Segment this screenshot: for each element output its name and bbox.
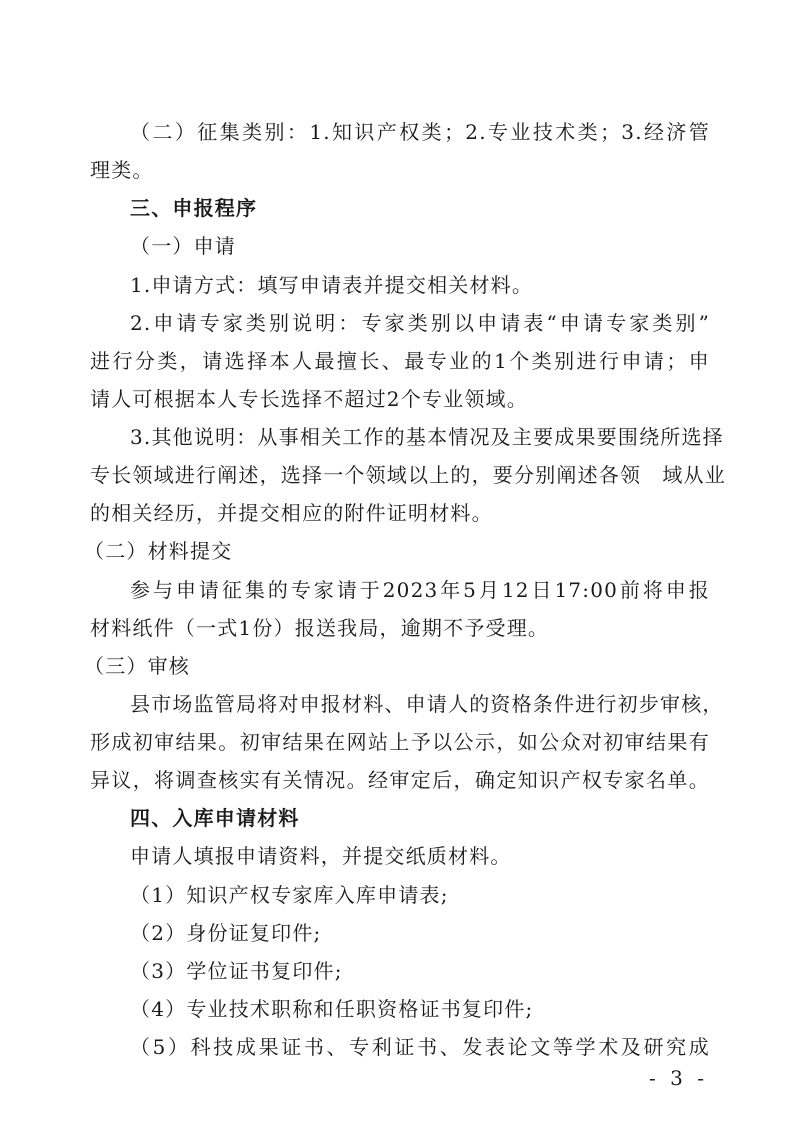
- section-heading-materials: 四、入库申请材料: [130, 806, 300, 830]
- list-item-id-copy: （2）身份证复印件;: [130, 921, 322, 945]
- text-line-application-method: 1.申请方式：填写申请表并提交相关材料。: [130, 273, 534, 297]
- text-line-collection-categories: （二）征集类别：1.知识产权类；2.专业技术类；3.经济管: [130, 120, 710, 144]
- text-line-materials-intro: 申请人填报申请资料，并提交纸质材料。: [130, 844, 512, 868]
- text-line-submission-deadline-cont: 材料纸件（一式1份）报送我局，逾期不予受理。: [90, 616, 550, 640]
- text-line-review-3: 异议，将调查核实有关情况。经审定后，确定知识产权专家名单。: [90, 768, 710, 792]
- text-line-submission-deadline: 参与申请征集的专家请于2023年5月12日17:00前将申报: [130, 578, 710, 602]
- subheading-review: （三）审核: [84, 654, 190, 678]
- text-line-review-1: 县市场监管局将对申报材料、申请人的资格条件进行初步审核，: [130, 692, 724, 716]
- text-line-category-note: 2.申请专家类别说明：专家类别以申请表“申请专家类别”: [130, 311, 710, 335]
- text-line-other-note-cont-1: 专长领域进行阐述，选择一个领域以上的，要分别阐述各领 域从业: [90, 463, 726, 487]
- subheading-application: （一）申请: [130, 234, 236, 258]
- subheading-material-submission: （二）材料提交: [84, 539, 233, 563]
- text-line-collection-categories-cont: 理类。: [90, 158, 154, 182]
- text-line-other-note: 3.其他说明：从事相关工作的基本情况及主要成果要围绕所选择: [130, 425, 724, 449]
- text-line-review-2: 形成初审结果。初审结果在网站上予以公示，如公众对初审结果有: [90, 730, 710, 754]
- list-item-degree-copy: （3）学位证书复印件;: [130, 959, 343, 983]
- list-item-application-form: （1）知识产权专家库入库申请表;: [130, 883, 449, 907]
- list-item-achievement-certificates: （5）科技成果证书、专利证书、发表论文等学术及研究成: [130, 1035, 710, 1059]
- text-line-other-note-cont-2: 的相关经历，并提交相应的附件证明材料。: [90, 501, 493, 525]
- list-item-title-certificate-copy: （4）专业技术职称和任职资格证书复印件;: [130, 997, 534, 1021]
- page-number: - 3 -: [649, 1066, 708, 1090]
- text-line-category-note-cont-2: 请人可根据本人专长选择不超过2个专业领域。: [90, 387, 528, 411]
- section-heading-procedure: 三、申报程序: [130, 196, 258, 220]
- text-line-category-note-cont-1: 进行分类，请选择本人最擅长、最专业的1个类别进行申请；申: [90, 349, 710, 373]
